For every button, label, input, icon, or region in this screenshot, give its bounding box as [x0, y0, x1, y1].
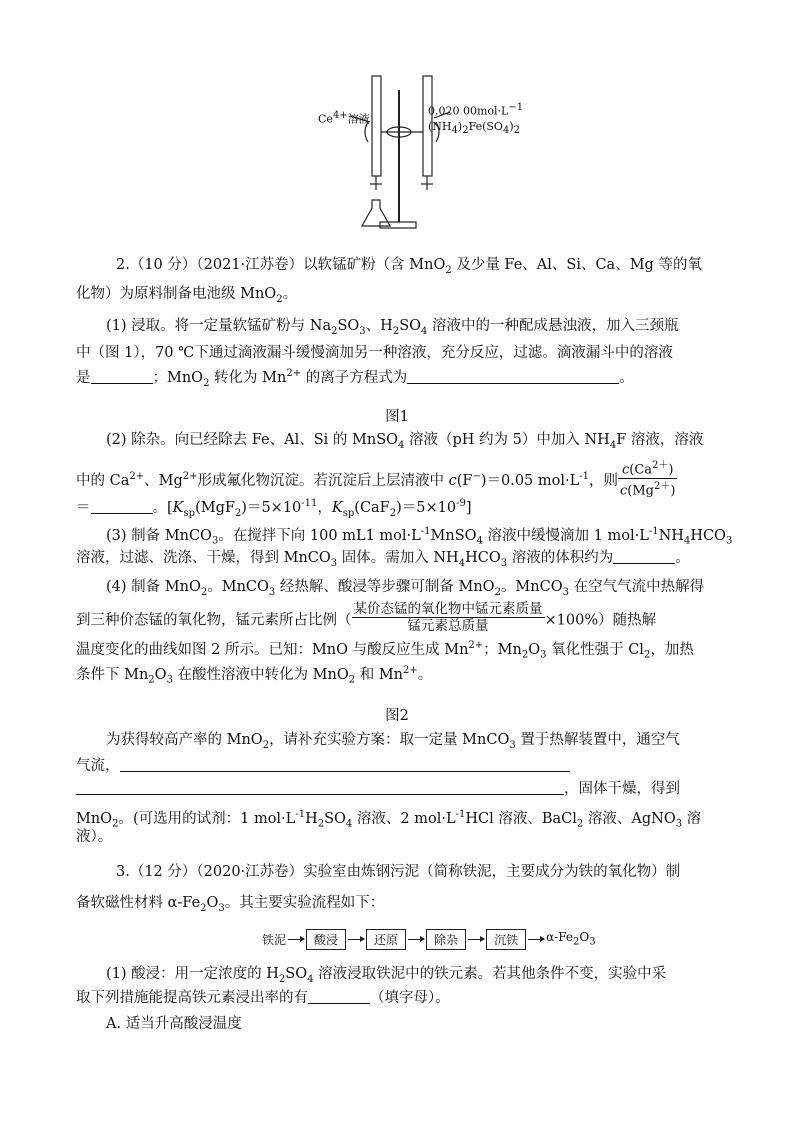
- flow-end: $\alpha-Fe_2O_3$: [546, 930, 596, 948]
- q2-p1-end: 。: [619, 369, 634, 386]
- q2-p4-line2: [76, 601, 718, 637]
- q2-p5-text: 气流，: [76, 758, 120, 774]
- q2-p5-line4: MnO$_2$。(可选用的试剂：1 $mol\cdot L^{-1}H_2SO_4$ 溶液、2 $mol\cdot L^{-1}HCl$ 溶液、BaCl$_2$ 溶液、AgNO$_3$ 溶: [76, 809, 702, 830]
- answer-blank-volume[interactable]: [613, 549, 675, 564]
- q2-p4-line3: 温度变化的曲线如图 2 所示。已知：MnO 与酸反应生成 $Mn^{2+}$；$Mn_2O_3$ 氧化性强于 $Cl_2$，加热: [76, 640, 694, 661]
- flow-step-reduce: 还原: [366, 929, 406, 950]
- ksp-values: 。[$K_{sp}(MgF_2)=5\times 10^{-11}$，$K_{sp}(CaF_2)=5\times 10^{-9}$]: [152, 498, 472, 519]
- reagent-formula: $(NH_4)_2Fe(SO_4)_2$: [428, 119, 520, 136]
- q2-p4-text-a: 到三种价态锰的氧化物，锰元素所占比例（: [76, 612, 352, 629]
- q2-p5-line1: 为获得较高产率的 MnO$_2$，请补充实验方案：取一定量 MnCO$_3$ 置于热解装置中，通空气: [106, 732, 680, 751]
- q2-p3-text: 溶液，过滤、洗涤、干燥，得到 MnCO$_3$ 固体。需加入 $NH_4HCO_3$ 溶液的体积约为: [76, 550, 614, 569]
- figure-1-caption: 图1: [385, 409, 409, 425]
- q2-p1-text-a: 是: [76, 369, 91, 386]
- q2-p2-line1: (2) 除杂。向已经除去 Fe、Al、Si 的 MnSO$_4$ 溶液（pH 约为 5）中加入 $NH_4F$ 溶液，溶液: [106, 432, 704, 451]
- answer-blank-procedure-1[interactable]: [120, 757, 570, 772]
- q2-title-line2: 化物）为原料制备电池级 MnO$_2$。: [76, 286, 298, 305]
- q2-p4-line1: (4) 制备 MnO$_2$。MnCO$_3$ 经热解、酸浸等步骤可制备 MnO$_2$。MnCO$_3$ 在空气气流中热解得: [106, 579, 705, 598]
- q3-title-line2: 备软磁性材料 $\alpha-Fe_2O_3$。其主要实验流程如下：: [76, 895, 385, 914]
- figure-2-caption: 图2: [385, 708, 409, 724]
- q2-title-line1: 2.（10 分）（2021·江苏卷）以软锰矿粉（含 MnO$_2$ 及少量 Fe、Al、Si、Ca、Mg 等的氧: [116, 257, 702, 276]
- q3-p1-line1: (1) 酸浸：用一定浓度的 $H_2SO_4$ 溶液浸取铁泥中的铁元素。若其他条件不变，实验中采: [106, 966, 667, 985]
- process-flow-diagram: [262, 928, 596, 950]
- flow-arrow: [408, 939, 424, 940]
- q2-p4-line4: 条件下 $Mn_2O_3$ 在酸性溶液中转化为 MnO$_2$ 和 $Mn^{2+}$。: [76, 665, 433, 686]
- q2-p3-line1: (3) 制备 MnCO$_3$。在搅拌下向 100 mL1 $mol\cdot L^{-1}MnSO_4$ 溶液中缓慢滴加 1 $mol\cdot L^{-1}NH_4HCO_3$: [106, 526, 733, 547]
- q3-p1-line2: [76, 988, 718, 1008]
- titration-apparatus-figure: [310, 72, 520, 234]
- flow-step-acid-leach: 酸浸: [306, 929, 346, 950]
- ratio-denominator: $c(Mg^{2+})$: [620, 481, 676, 499]
- answer-blank-ionic-equation[interactable]: [407, 369, 619, 384]
- answer-blank-ratio[interactable]: [91, 499, 153, 514]
- q3-p1-text-b: （填字母）。: [370, 990, 450, 1006]
- flow-arrow: [348, 939, 364, 940]
- q2-p1-text-b: ；MnO$_2$ 转化为 $Mn^{2+}$ 的离子方程式为: [152, 368, 408, 389]
- answer-blank-procedure-2[interactable]: [76, 780, 564, 795]
- concentration-text: 0.020 00mol·L: [428, 104, 509, 118]
- answer-blank-dropping-solution[interactable]: [91, 369, 153, 384]
- q2-p2-text: 中的 $Ca^{2+}$、$Mg^{2+}$形成氟化物沉淀。若沉淀后上层清液中 c(F−)＝0.05 $mol\cdot L^{-1}$，则: [76, 471, 618, 489]
- flow-arrow: [468, 939, 484, 940]
- q2-p4-text-b: ×100%）随热解: [544, 612, 657, 629]
- q3-option-a: A. 适当升高酸浸温度: [106, 1016, 242, 1032]
- q2-p5-line3: [76, 779, 718, 799]
- q3-title-line1: 3.（12 分）（2020·江苏卷）实验室由炼钢污泥（简称铁泥，主要成分为铁的氧化物）制: [116, 864, 681, 880]
- q2-p1-line1: (1) 浸取。将一定量软锰矿粉与 $Na_2SO_3$、$H_2SO_4$ 溶液中的一种配成悬浊液，加入三颈瓶: [106, 318, 679, 337]
- q2-p2-line3: [76, 494, 718, 524]
- equals-sign: ＝: [76, 499, 91, 516]
- flow-arrow: [288, 939, 304, 940]
- flow-step-precipitate: 沉铁: [486, 929, 526, 950]
- q2-p5-line5: 液）。: [76, 829, 113, 845]
- apparatus-left-label: $Ce^{4+}$溶液: [318, 110, 370, 126]
- q2-p5-text-end: ，固体干燥，得到: [564, 781, 680, 797]
- q3-p1-text-a: 取下列措施能提高铁元素浸出率的有: [76, 990, 308, 1006]
- apparatus-right-label: [428, 100, 523, 138]
- answer-blank-measures[interactable]: [308, 989, 370, 1004]
- flow-arrow: [528, 939, 544, 940]
- q2-p3-end: 。: [675, 550, 690, 566]
- ratio-numerator: $c(Ca^{2+})$: [618, 458, 677, 479]
- q2-p1-line3: [76, 364, 718, 394]
- flow-start: 铁泥: [262, 932, 287, 947]
- q2-p5-line2: [76, 756, 718, 776]
- proportion-denominator: 锰元素总质量: [407, 618, 489, 634]
- q2-p1-line2: 中（图 1），70 ℃下通过滴液漏斗缓慢滴加另一种溶液，充分反应，过滤。滴液漏斗中的溶液: [76, 345, 673, 361]
- concentration-exponent: −1: [508, 102, 524, 113]
- manganese-proportion-fraction: [352, 601, 545, 634]
- proportion-numerator: 某价态锰的氧化物中锰元素质量: [353, 601, 543, 617]
- q2-p3-line2: [76, 548, 718, 574]
- flow-step-purify: 除杂: [426, 929, 466, 950]
